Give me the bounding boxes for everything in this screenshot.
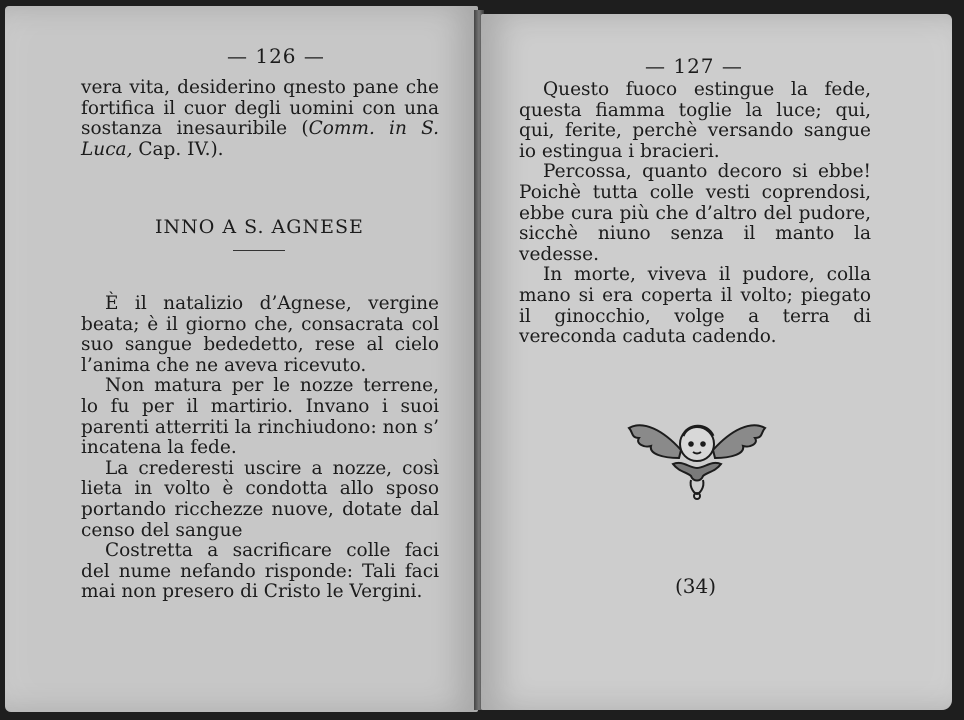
hymn-body-left (81, 294, 439, 603)
paragraph: È il natalizio d’Agnese, vergine beata; è il giorno che, consacrata col suo sangue bededetto, rese al cielo l’anima che ne aveva ricevuto. (81, 293, 439, 376)
page-number-right: — 127 — (645, 54, 743, 78)
left-page (5, 6, 478, 712)
paragraph: Costretta a sacrificare colle faci del nume nefando risponde: Tali faci mai non presero di Cristo le Vergini. (81, 540, 439, 603)
paragraph: In morte, viveva il pudore, colla mano si era coperta il volto; piegato il ginocchio, volge a terra di vereconda caduta cadendo. (519, 264, 871, 348)
paragraph: Percossa, quanto decoro si ebbe! Poichè tutta colle vesti coprendosi, ebbe cura più che d’altro del pudore, sicchè niuno senza il manto la vedesse. (519, 161, 871, 265)
winged-cherub-icon (623, 410, 771, 502)
hymn-body-right (519, 80, 871, 348)
continuation-paragraph (81, 78, 439, 160)
citation-end: Cap. IV.). (132, 138, 224, 160)
continuation-text: vera vita, desiderino qnesto pane che fortifica il cuor degli uomini con una sostanza inesauribile ( (81, 77, 439, 140)
paragraph: Non matura per le nozze terrene, lo fu per il martirio. Invano i suoi parenti atterriti la rinchiudono: non s’ incatena la fede. (81, 375, 439, 459)
paragraph: La crederesti uscire a nozze, così lieta in volto è condotta allo sposo portando ricchezze nuove, dotate dal censo del sangue (81, 457, 439, 541)
hymn-title: INNO A S. AGNESE (155, 216, 364, 238)
paragraph: Questo fuoco estingue la fede, questa fiamma toglie la luce; qui, qui, ferite, perchè versando sangue io estingua i bracieri. (519, 79, 871, 162)
footer-page-number: (34) (675, 574, 717, 598)
page-number-left: — 126 — (227, 44, 325, 68)
right-page (481, 14, 952, 710)
citation-text: Comm. in S. Luca, (81, 118, 439, 160)
title-divider (233, 250, 285, 251)
